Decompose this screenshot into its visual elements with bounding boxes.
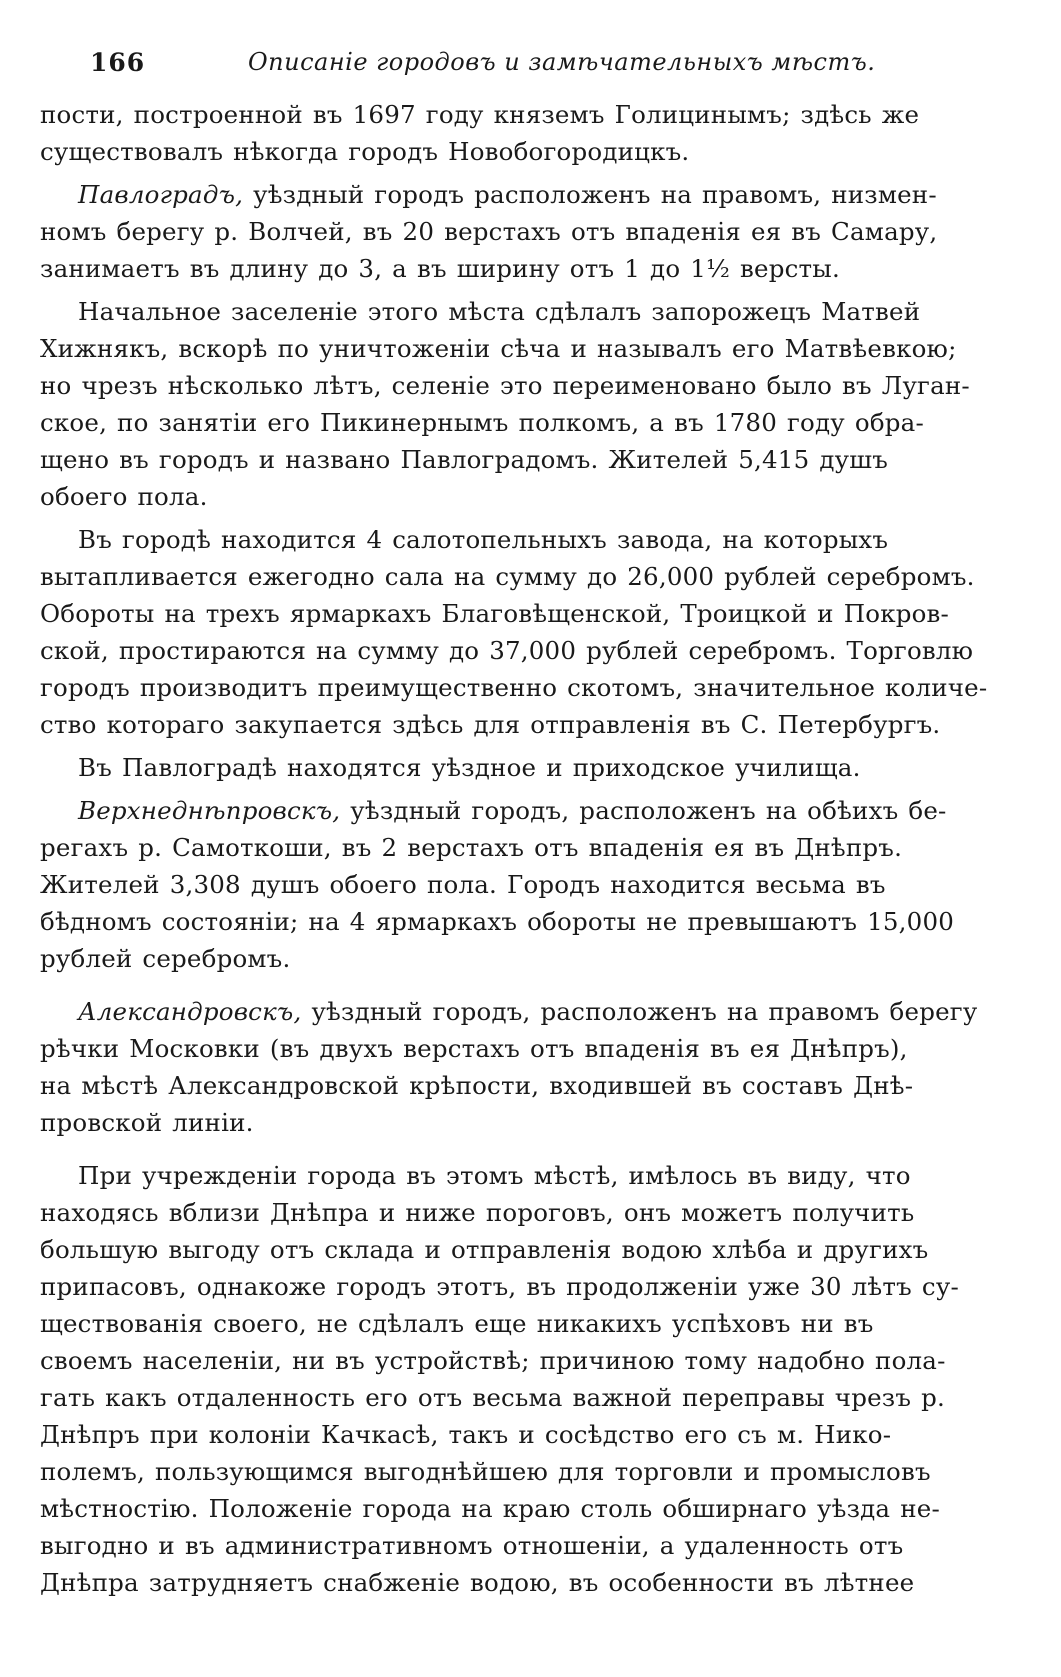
- place-name: Александровскъ,: [78, 997, 302, 1026]
- line-text: пости, построенной въ 1697 году княземъ Голицинымъ; здѣсь же: [40, 100, 920, 129]
- text-line: [40, 1231, 1040, 1268]
- line-text: уѣздный городъ расположенъ на правомъ, низмен-: [243, 180, 937, 209]
- line-text: но чрезъ нѣсколько лѣтъ, селеніе это переименовано было въ Луган-: [40, 371, 970, 400]
- line-text: гать какъ отдаленность его отъ весьма важной переправы чрезъ р.: [40, 1383, 945, 1412]
- text-line: [40, 1157, 1040, 1194]
- text-line: [40, 1490, 1040, 1527]
- line-text: ществованія своего, не сдѣлалъ еще никакихъ успѣховъ ни въ: [40, 1309, 874, 1338]
- text-line: [40, 792, 1040, 829]
- line-text: уѣздный городъ, расположенъ на правомъ берегу: [301, 997, 978, 1026]
- text-line: [40, 749, 1040, 786]
- paragraph: [40, 96, 1040, 170]
- line-text: ство котораго закупается здѣсь для отправленія въ С. Петербургъ.: [40, 710, 941, 739]
- text-line: [40, 829, 1040, 866]
- line-text: вытапливается ежегодно сала на сумму до 26,000 рублей серебромъ.: [40, 562, 975, 591]
- line-text: провской линіи.: [40, 1108, 254, 1137]
- running-title: Описаніе городовъ и замѣчательныхъ мѣстъ.: [248, 48, 876, 76]
- text-line: [40, 903, 1040, 940]
- text-line: [40, 993, 1040, 1030]
- line-text: Хижнякъ, вскорѣ по уничтоженіи сѣча и называлъ его Матвѣевкою;: [40, 334, 957, 363]
- paragraph: [40, 176, 1040, 287]
- line-text: ское, по занятіи его Пикинернымъ полкомъ, а въ 1780 году обра-: [40, 408, 924, 437]
- page-header: [40, 48, 1009, 88]
- line-text: обоего пола.: [40, 482, 208, 511]
- line-text: Жителей 3,308 душъ обоего пола. Городъ находится весьма въ: [40, 870, 886, 899]
- paragraph-gap: [40, 1141, 1040, 1157]
- line-text: Въ Павлоградѣ находятся уѣздное и приходское училища.: [78, 753, 861, 782]
- line-text: Днѣпра затрудняетъ снабженіе водою, въ особенности въ лѣтнее: [40, 1568, 915, 1597]
- line-text: полемъ, пользующимся выгоднѣйшею для торговли и промысловъ: [40, 1457, 931, 1486]
- text-line: [40, 96, 1040, 133]
- text-line: [40, 441, 1040, 478]
- line-text: рѣчки Московки (въ двухъ верстахъ отъ впаденія въ ея Днѣпръ),: [40, 1034, 908, 1063]
- line-text: находясь вблизи Днѣпра и ниже пороговъ, онъ можетъ получить: [40, 1198, 915, 1227]
- text-line: [40, 293, 1040, 330]
- paragraph: [40, 749, 1040, 786]
- line-text: занимаетъ въ длину до 3, а въ ширину отъ 1 до 1½ версты.: [40, 254, 840, 283]
- paragraph: [40, 792, 1040, 977]
- text-line: [40, 706, 1040, 743]
- paragraph: [40, 293, 1040, 515]
- line-text: выгодно и въ административномъ отношеніи, а удаленность отъ: [40, 1531, 904, 1560]
- text-line: [40, 1453, 1040, 1490]
- line-text: Обороты на трехъ ярмаркахъ Благовѣщенской, Троицкой и Покров-: [40, 599, 950, 628]
- text-line: [40, 213, 1040, 250]
- place-name: Павлоградъ,: [78, 180, 244, 209]
- line-text: существовалъ нѣкогда городъ Новобогородицкъ.: [40, 137, 690, 166]
- text-line: [40, 133, 1040, 170]
- line-text: на мѣстѣ Александровской крѣпости, входившей въ составъ Днѣ-: [40, 1071, 914, 1100]
- text-line: [40, 404, 1040, 441]
- body-text: [40, 96, 1040, 1601]
- line-text: Днѣпръ при колоніи Качкасѣ, такъ и сосѣдство его съ м. Нико-: [40, 1420, 892, 1449]
- text-line: [40, 1268, 1040, 1305]
- text-line: [40, 1305, 1040, 1342]
- paragraph: [40, 993, 1040, 1141]
- line-text: городъ производитъ преимущественно скотомъ, значительное количе-: [40, 673, 988, 702]
- line-text: рублей серебромъ.: [40, 944, 291, 973]
- line-text: ской, простираются на сумму до 37,000 рублей серебромъ. Торговлю: [40, 636, 974, 665]
- paragraph: [40, 521, 1040, 743]
- text-line: [40, 940, 1040, 977]
- text-line: [40, 521, 1040, 558]
- paragraph-gap: [40, 977, 1040, 993]
- text-line: [40, 1416, 1040, 1453]
- text-line: [40, 1527, 1040, 1564]
- line-text: припасовъ, однакоже городъ этотъ, въ продолженіи уже 30 лѣтъ су-: [40, 1272, 959, 1301]
- line-text: При учрежденіи города въ этомъ мѣстѣ, имѣлось въ виду, что: [78, 1161, 911, 1190]
- text-line: [40, 1194, 1040, 1231]
- text-line: [40, 866, 1040, 903]
- line-text: бѣдномъ состояніи; на 4 ярмаркахъ обороты не превышаютъ 15,000: [40, 907, 955, 936]
- text-line: [40, 669, 1040, 706]
- text-line: [40, 1030, 1040, 1067]
- text-line: [40, 632, 1040, 669]
- page-number: 166: [90, 48, 146, 77]
- text-line: [40, 1379, 1040, 1416]
- text-line: [40, 367, 1040, 404]
- paragraph: [40, 1157, 1040, 1601]
- line-text: щено въ городъ и названо Павлоградомъ. Жителей 5,415 душъ: [40, 445, 889, 474]
- text-line: [40, 1564, 1040, 1601]
- text-line: [40, 1067, 1040, 1104]
- line-text: мѣстностію. Положеніе города на краю столь обширнаго уѣзда не-: [40, 1494, 940, 1523]
- place-name: Верхнеднѣпровскъ,: [78, 796, 341, 825]
- text-line: [40, 595, 1040, 632]
- text-line: [40, 1342, 1040, 1379]
- line-text: регахъ р. Самоткоши, въ 2 верстахъ отъ впаденія ея въ Днѣпръ.: [40, 833, 903, 862]
- text-line: [40, 250, 1040, 287]
- line-text: Начальное заселеніе этого мѣста сдѣлалъ запорожецъ Матвей: [78, 297, 921, 326]
- text-line: [40, 176, 1040, 213]
- line-text: своемъ населеніи, ни въ устройствѣ; причиною тому надобно пола-: [40, 1346, 946, 1375]
- text-line: [40, 558, 1040, 595]
- text-line: [40, 478, 1040, 515]
- text-line: [40, 1104, 1040, 1141]
- line-text: уѣздный городъ, расположенъ на обѣихъ бе-: [340, 796, 947, 825]
- line-text: большую выгоду отъ склада и отправленія водою хлѣба и другихъ: [40, 1235, 929, 1264]
- line-text: номъ берегу р. Волчей, въ 20 верстахъ отъ впаденія ея въ Самару,: [40, 217, 938, 246]
- line-text: Въ городѣ находится 4 салотопельныхъ завода, на которыхъ: [78, 525, 889, 554]
- text-line: [40, 330, 1040, 367]
